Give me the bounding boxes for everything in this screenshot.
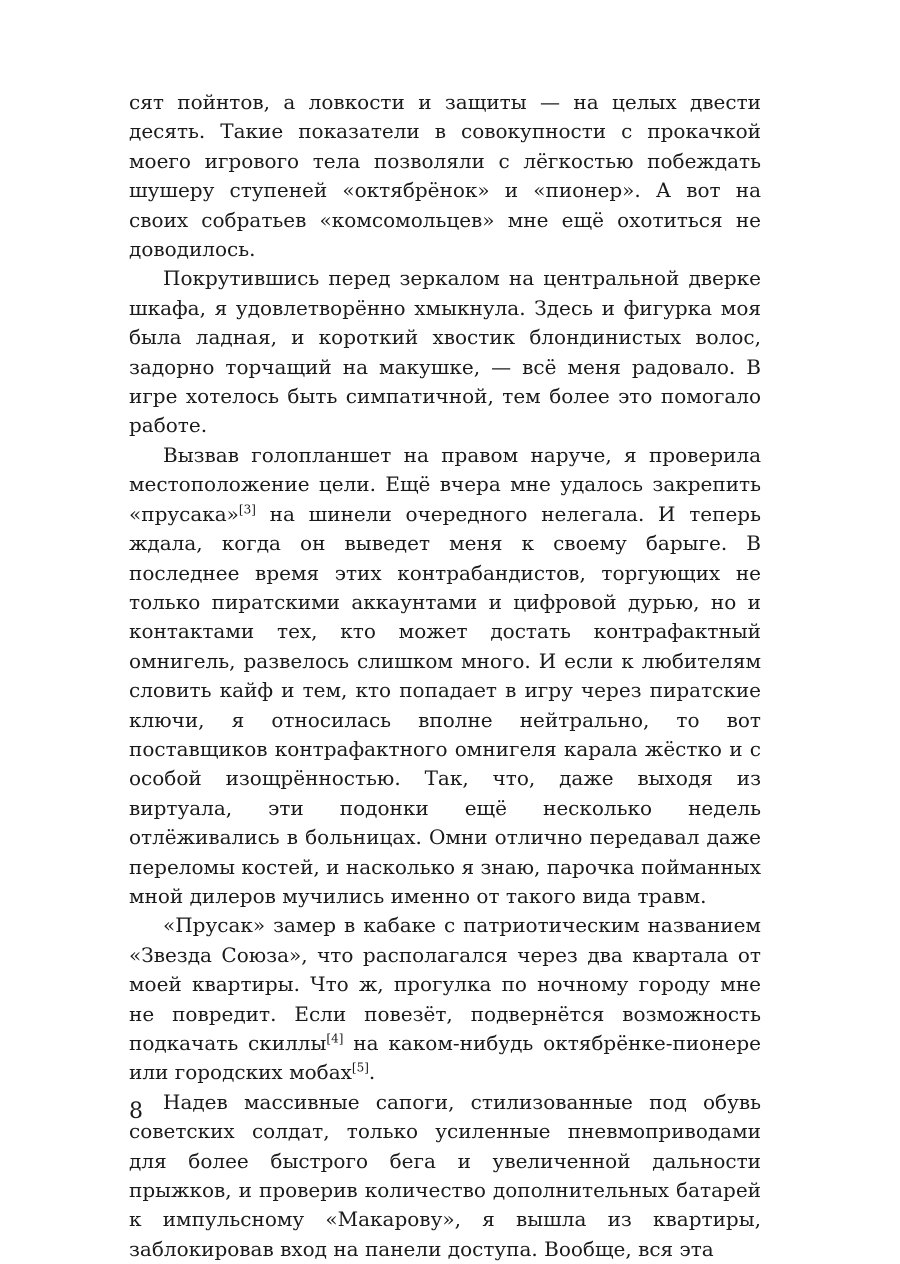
paragraph-1 [129,88,761,264]
paragraph-4-text-a: «Прусак» замер в кабаке с патриотическим названием «Звезда Союза», что располагался через два квартала от моей квартиры. Что ж, прогулка по ночному городу мне не повредит. Если повезёт, подвернётся возможность подкачать скиллы [129,913,761,1055]
footnote-ref-5[interactable]: [5] [351,1060,369,1075]
paragraph-3 [129,441,761,912]
page-number: 8 [129,1099,143,1124]
paragraph-5-text: Надев массивные сапоги, стилизованные под обувь советских солдат, только усиленные пневмоприводами для более быстрого бега и увеличенной дальности прыжков, и проверив количество дополнительных батарей к импульсному «Макарову», я вышла из квартиры, заблокировав вход на панели доступа. Вообще, вся эта [129,1089,761,1261]
paragraph-4 [129,911,761,1087]
page-body-text [129,88,761,1264]
paragraph-4-text-b: на каком-нибудь октябрёнке-пионере или городских мобах [129,1031,761,1085]
paragraph-4-text-c: . [368,1060,376,1085]
paragraph-1-text: сят пойнтов, а ловкости и защиты — на целых двести десять. Такие показатели в совокупности с прокачкой моего игрового тела позволяли с лёгкостью побеждать шушеру ступеней «октябрёнок» и «пионер». А вот на своих собратьев «комсомольцев» мне ещё охотиться не доводилось. [129,90,761,262]
footnote-ref-4[interactable]: [4] [326,1031,344,1046]
paragraph-2 [129,264,761,440]
paragraph-2-text: Покрутившись перед зеркалом на центральной дверке шкафа, я удовлетворённо хмыкнула. Здесь и фигурка моя была ладная, и короткий хвостик блондинистых волос, задорно торчащий на макушке, — всё меня радовало. В игре хотелось быть симпатичной, тем более это помогало работе. [129,266,761,438]
paragraph-3-text-b: на шинели очередного нелегала. И теперь ждала, когда он выведет меня к своему барыге. В последнее время этих контрабандистов, торгующих не только пиратскими аккаунтами и цифровой дурью, но и контактами тех, кто может достать контрафактный омнигель, развелось слишком много. И если к любителям словить кайф и тем, кто попадает в игру через пиратские ключи, я относилась вполне нейтрально, то вот поставщиков контрафактного омнигеля карала жёстко и с особой изощрённостью. Так, что, даже выходя из виртуала, эти подонки ещё несколько недель отлёживались в больницах. Омни отлично передавал даже переломы костей, и насколько я знаю, парочка пойманных мной дилеров мучились именно от такого вида травм. [129,501,761,908]
paragraph-3-text-a: Вызвав голопланшет на правом наруче, я проверила местоположение цели. Ещё вчера мне удалось закрепить «прусака» [129,442,761,526]
paragraph-5 [129,1088,761,1264]
footnote-ref-3[interactable]: [3] [238,502,256,517]
